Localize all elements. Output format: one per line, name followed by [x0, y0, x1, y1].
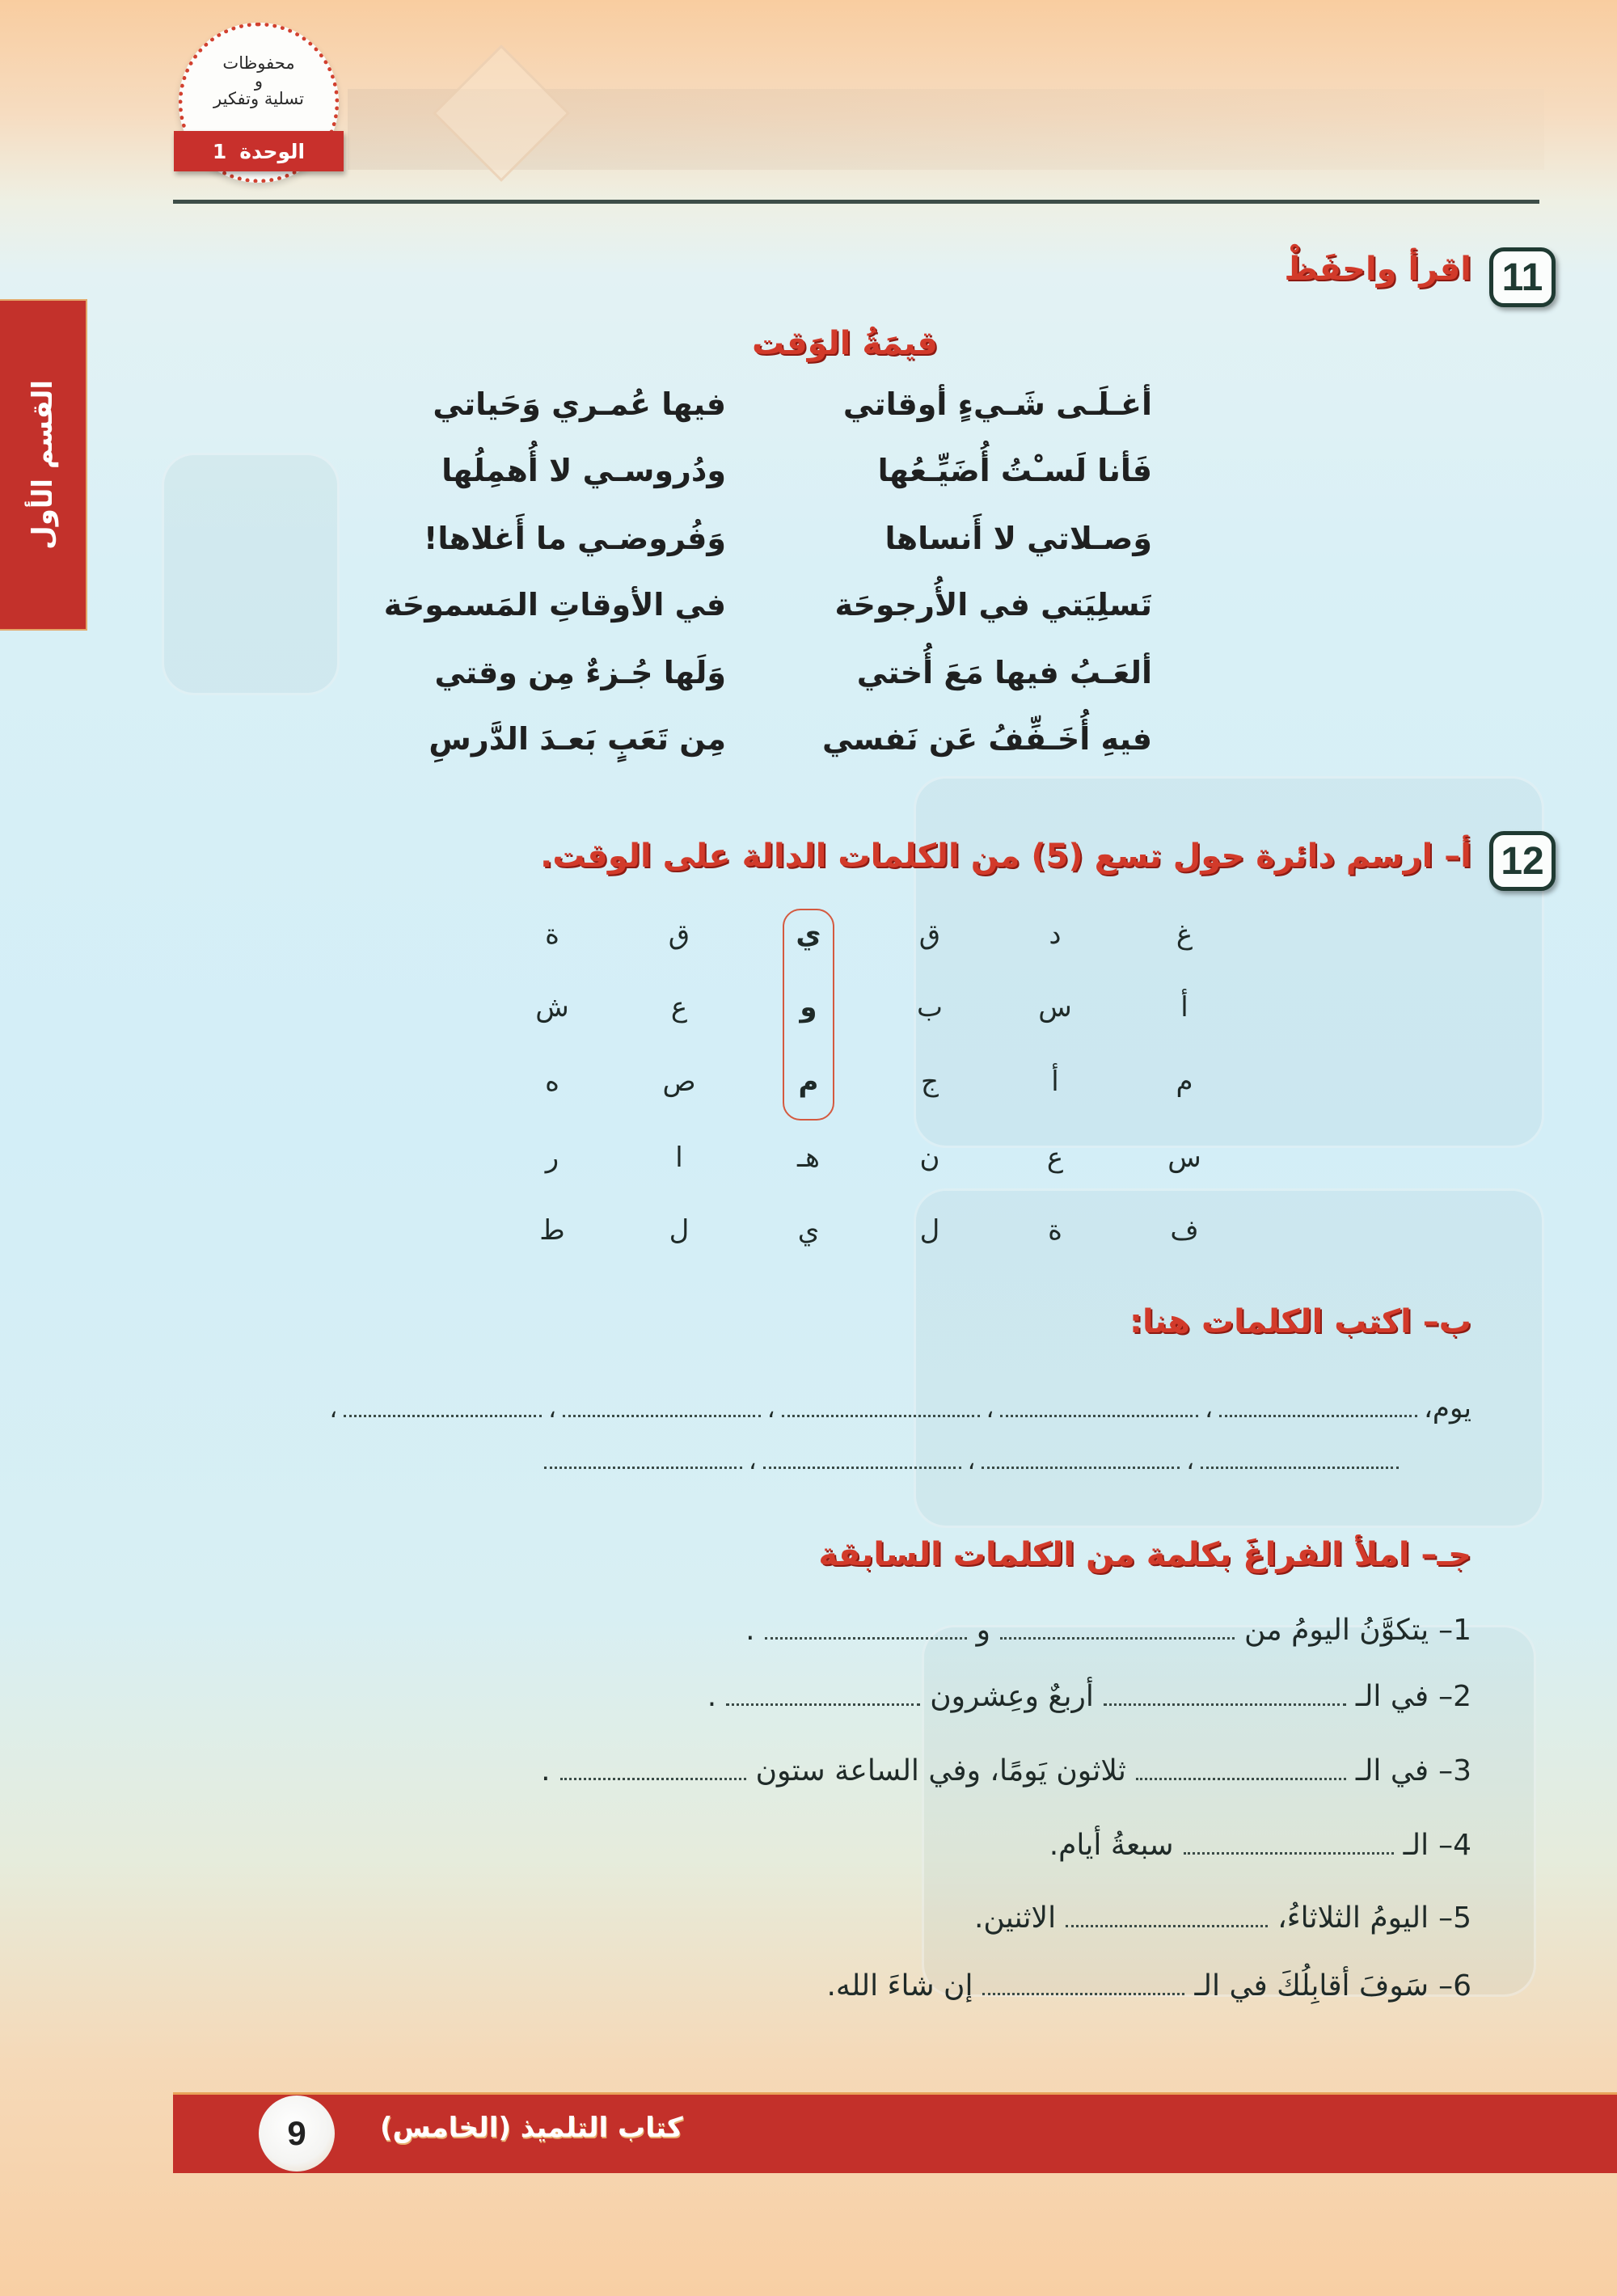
- verse-first-half: أغـلَـى شَـيءٍ أوقاتي: [842, 386, 1152, 422]
- blank-field[interactable]: [1000, 1635, 1235, 1640]
- header-divider: [173, 200, 1539, 204]
- unit-label: الوحدة: [239, 139, 306, 163]
- comma: ،: [548, 1395, 556, 1424]
- blank-field[interactable]: [1219, 1412, 1417, 1417]
- grid-cell[interactable]: ر: [545, 1142, 559, 1174]
- verse-first-half: ألعَـبُ فيها مَعَ أُختي: [856, 655, 1152, 690]
- section-side-tab: [0, 299, 87, 631]
- blank-field[interactable]: [1104, 1701, 1346, 1706]
- blank-field[interactable]: [560, 1775, 746, 1780]
- exercise-number: 11: [1501, 255, 1543, 299]
- blank-field[interactable]: [982, 1464, 1180, 1469]
- verse-first-half: تَسلِيَتي في الأُرجوحَة: [834, 587, 1152, 623]
- grid-cell[interactable]: ف: [1170, 1214, 1199, 1247]
- grid-cell[interactable]: م: [798, 1066, 819, 1098]
- grid-cell[interactable]: م: [1176, 1066, 1193, 1098]
- answer-line-2: [544, 1447, 1399, 1475]
- blank-field[interactable]: [763, 1464, 961, 1469]
- grid-cell[interactable]: ي: [797, 1214, 820, 1247]
- exercise-number-badge: [1489, 831, 1556, 891]
- comma: ،: [986, 1395, 994, 1424]
- ghost-illustration-panel: [914, 1188, 1544, 1528]
- blank-field[interactable]: [563, 1412, 761, 1417]
- fill-item: [541, 1754, 1471, 1787]
- grid-cell[interactable]: ط: [539, 1214, 565, 1247]
- grid-cell[interactable]: و: [800, 991, 817, 1023]
- grid-cell[interactable]: ق: [918, 918, 941, 951]
- fill-item: [974, 1901, 1471, 1935]
- grid-cell[interactable]: ل: [669, 1214, 690, 1247]
- page-number: 9: [287, 2114, 306, 2152]
- verse-second-half: ودُروسـي لا أُهمِلُها: [441, 453, 726, 488]
- blank-field[interactable]: [344, 1412, 542, 1417]
- book-title: كتاب التلميذ (الخامس): [380, 2112, 683, 2144]
- blank-field[interactable]: [1066, 1922, 1268, 1927]
- grid-cell[interactable]: ص: [662, 1066, 696, 1098]
- verse-second-half: مِن تَعَبٍ بَعـدَ الدَّرسِ: [429, 721, 726, 757]
- blank-field[interactable]: [1000, 1412, 1198, 1417]
- verse-first-half: وَصـلاتي لا أَنساها: [884, 521, 1152, 556]
- blank-field[interactable]: [544, 1464, 742, 1469]
- blank-field[interactable]: [1136, 1775, 1346, 1780]
- grid-cell[interactable]: د: [1049, 918, 1062, 951]
- page-number-badge: [259, 2096, 335, 2171]
- verse-first-half: فيهِ أُخَـفِّفُ عَن نَفسي: [821, 721, 1152, 757]
- part-a-instruction: أ– ارسم دائرة حول تسع (5) من الكلمات الدالة على الوقت.: [540, 838, 1471, 875]
- comma: ،: [967, 1447, 976, 1475]
- grid-cell[interactable]: ق: [668, 918, 690, 951]
- comma: ،: [1186, 1447, 1194, 1475]
- grid-cell[interactable]: ي: [796, 918, 821, 951]
- item-text: ثلاثون يَومًا، وفي الساعة ستون: [755, 1754, 1126, 1787]
- fill-item: [707, 1680, 1471, 1713]
- grid-cell[interactable]: ع: [670, 991, 688, 1023]
- item-text: الـ: [1403, 1829, 1429, 1862]
- grid-cell[interactable]: س: [1167, 1142, 1201, 1174]
- grid-cell[interactable]: ا: [675, 1142, 683, 1174]
- ghost-illustration-panel: [162, 453, 340, 695]
- fill-item: [1049, 1829, 1471, 1862]
- verse-second-half: وَفُروضـي ما أَغلاها!: [424, 521, 726, 556]
- item-text: الاثنين.: [973, 1901, 1057, 1935]
- part-b-instruction: ب– اكتب الكلمات هنا:: [1129, 1303, 1471, 1340]
- blank-field[interactable]: [1184, 1850, 1394, 1855]
- exercise-number: 12: [1501, 839, 1544, 883]
- unit-label-tab: [174, 131, 344, 171]
- item-text: يتكوَّنُ اليومُ من: [1244, 1614, 1429, 1647]
- item-text: .: [745, 1614, 755, 1647]
- verse-first-half: فَأنا لَسـْتُ أُضَيِّـعُها: [877, 453, 1152, 488]
- grid-cell[interactable]: ة: [1048, 1214, 1062, 1247]
- verse-second-half: في الأوقاتِ المَسموحَة: [383, 587, 726, 623]
- item-number: 4–: [1438, 1829, 1471, 1862]
- item-number: 6–: [1438, 1969, 1471, 2003]
- grid-cell[interactable]: أ: [1051, 1066, 1059, 1098]
- grid-cell[interactable]: ب: [916, 991, 943, 1023]
- item-text: في الـ: [1355, 1754, 1429, 1787]
- exercise-11-title: اقرأ واحفَظْ: [1284, 251, 1471, 288]
- section-label: القسم الأول: [27, 380, 59, 550]
- blank-field[interactable]: [726, 1701, 920, 1706]
- part-c-instruction: جـ– املأ الفراغَ بكلمة من الكلمات السابقة: [818, 1536, 1471, 1573]
- comma: ،: [329, 1395, 338, 1424]
- item-text: أربعٌ وعِشرون: [930, 1680, 1094, 1713]
- grid-cell[interactable]: أ: [1180, 991, 1188, 1023]
- answer-line-1: [330, 1392, 1472, 1424]
- blank-field[interactable]: [982, 1990, 1184, 1995]
- poem-title: قيمَةُ الوَقت: [752, 325, 938, 362]
- blank-field[interactable]: [765, 1635, 967, 1640]
- unit-topic-line: تسلية وتفكير: [213, 89, 304, 108]
- fill-item: [745, 1614, 1471, 1647]
- grid-cell[interactable]: ل: [919, 1214, 940, 1247]
- comma: ،: [1205, 1395, 1213, 1424]
- item-text: اليومُ الثلاثاءُ،: [1277, 1901, 1429, 1935]
- unit-topic-line: و: [254, 71, 264, 91]
- example-word: يوم،: [1423, 1392, 1471, 1424]
- item-number: 2–: [1438, 1680, 1471, 1713]
- grid-cell[interactable]: ن: [919, 1142, 940, 1174]
- verse-second-half: فيها عُمـري وَحَياتي: [433, 386, 726, 422]
- item-text: و: [976, 1614, 990, 1647]
- grid-cell[interactable]: ه: [545, 1066, 559, 1098]
- verse-second-half: وَلَها جُـزءٌ مِن وقتي: [434, 655, 726, 690]
- exercise-number-badge: [1489, 247, 1556, 307]
- unit-number: 1: [212, 139, 227, 163]
- blank-field[interactable]: [1201, 1464, 1399, 1469]
- fill-item: [826, 1969, 1471, 2003]
- item-number: 5–: [1438, 1901, 1471, 1935]
- item-text: سبعةُ أيام.: [1049, 1829, 1174, 1862]
- comma: ،: [766, 1395, 775, 1424]
- item-text: سَوفَ أقابِلُكَ في الـ: [1194, 1969, 1429, 2003]
- unit-topic-line: محفوظات: [222, 53, 295, 73]
- grid-cell[interactable]: ع: [1046, 1142, 1064, 1174]
- grid-cell[interactable]: ش: [535, 991, 569, 1023]
- grid-cell[interactable]: ج: [921, 1066, 939, 1098]
- blank-field[interactable]: [782, 1412, 980, 1417]
- item-text: في الـ: [1355, 1680, 1429, 1713]
- ghost-illustration-panel: [914, 776, 1544, 1148]
- item-text: إن شاءَ الله.: [826, 1969, 973, 2003]
- item-text: .: [541, 1754, 551, 1787]
- grid-cell[interactable]: ة: [545, 918, 559, 951]
- item-number: 1–: [1438, 1614, 1471, 1647]
- item-text: .: [707, 1680, 717, 1713]
- grid-cell[interactable]: هـ: [797, 1142, 820, 1174]
- grid-cell[interactable]: س: [1038, 991, 1072, 1023]
- comma: ،: [748, 1447, 757, 1475]
- item-number: 3–: [1438, 1754, 1471, 1787]
- unit-badge: [174, 23, 344, 172]
- grid-cell[interactable]: غ: [1176, 918, 1193, 951]
